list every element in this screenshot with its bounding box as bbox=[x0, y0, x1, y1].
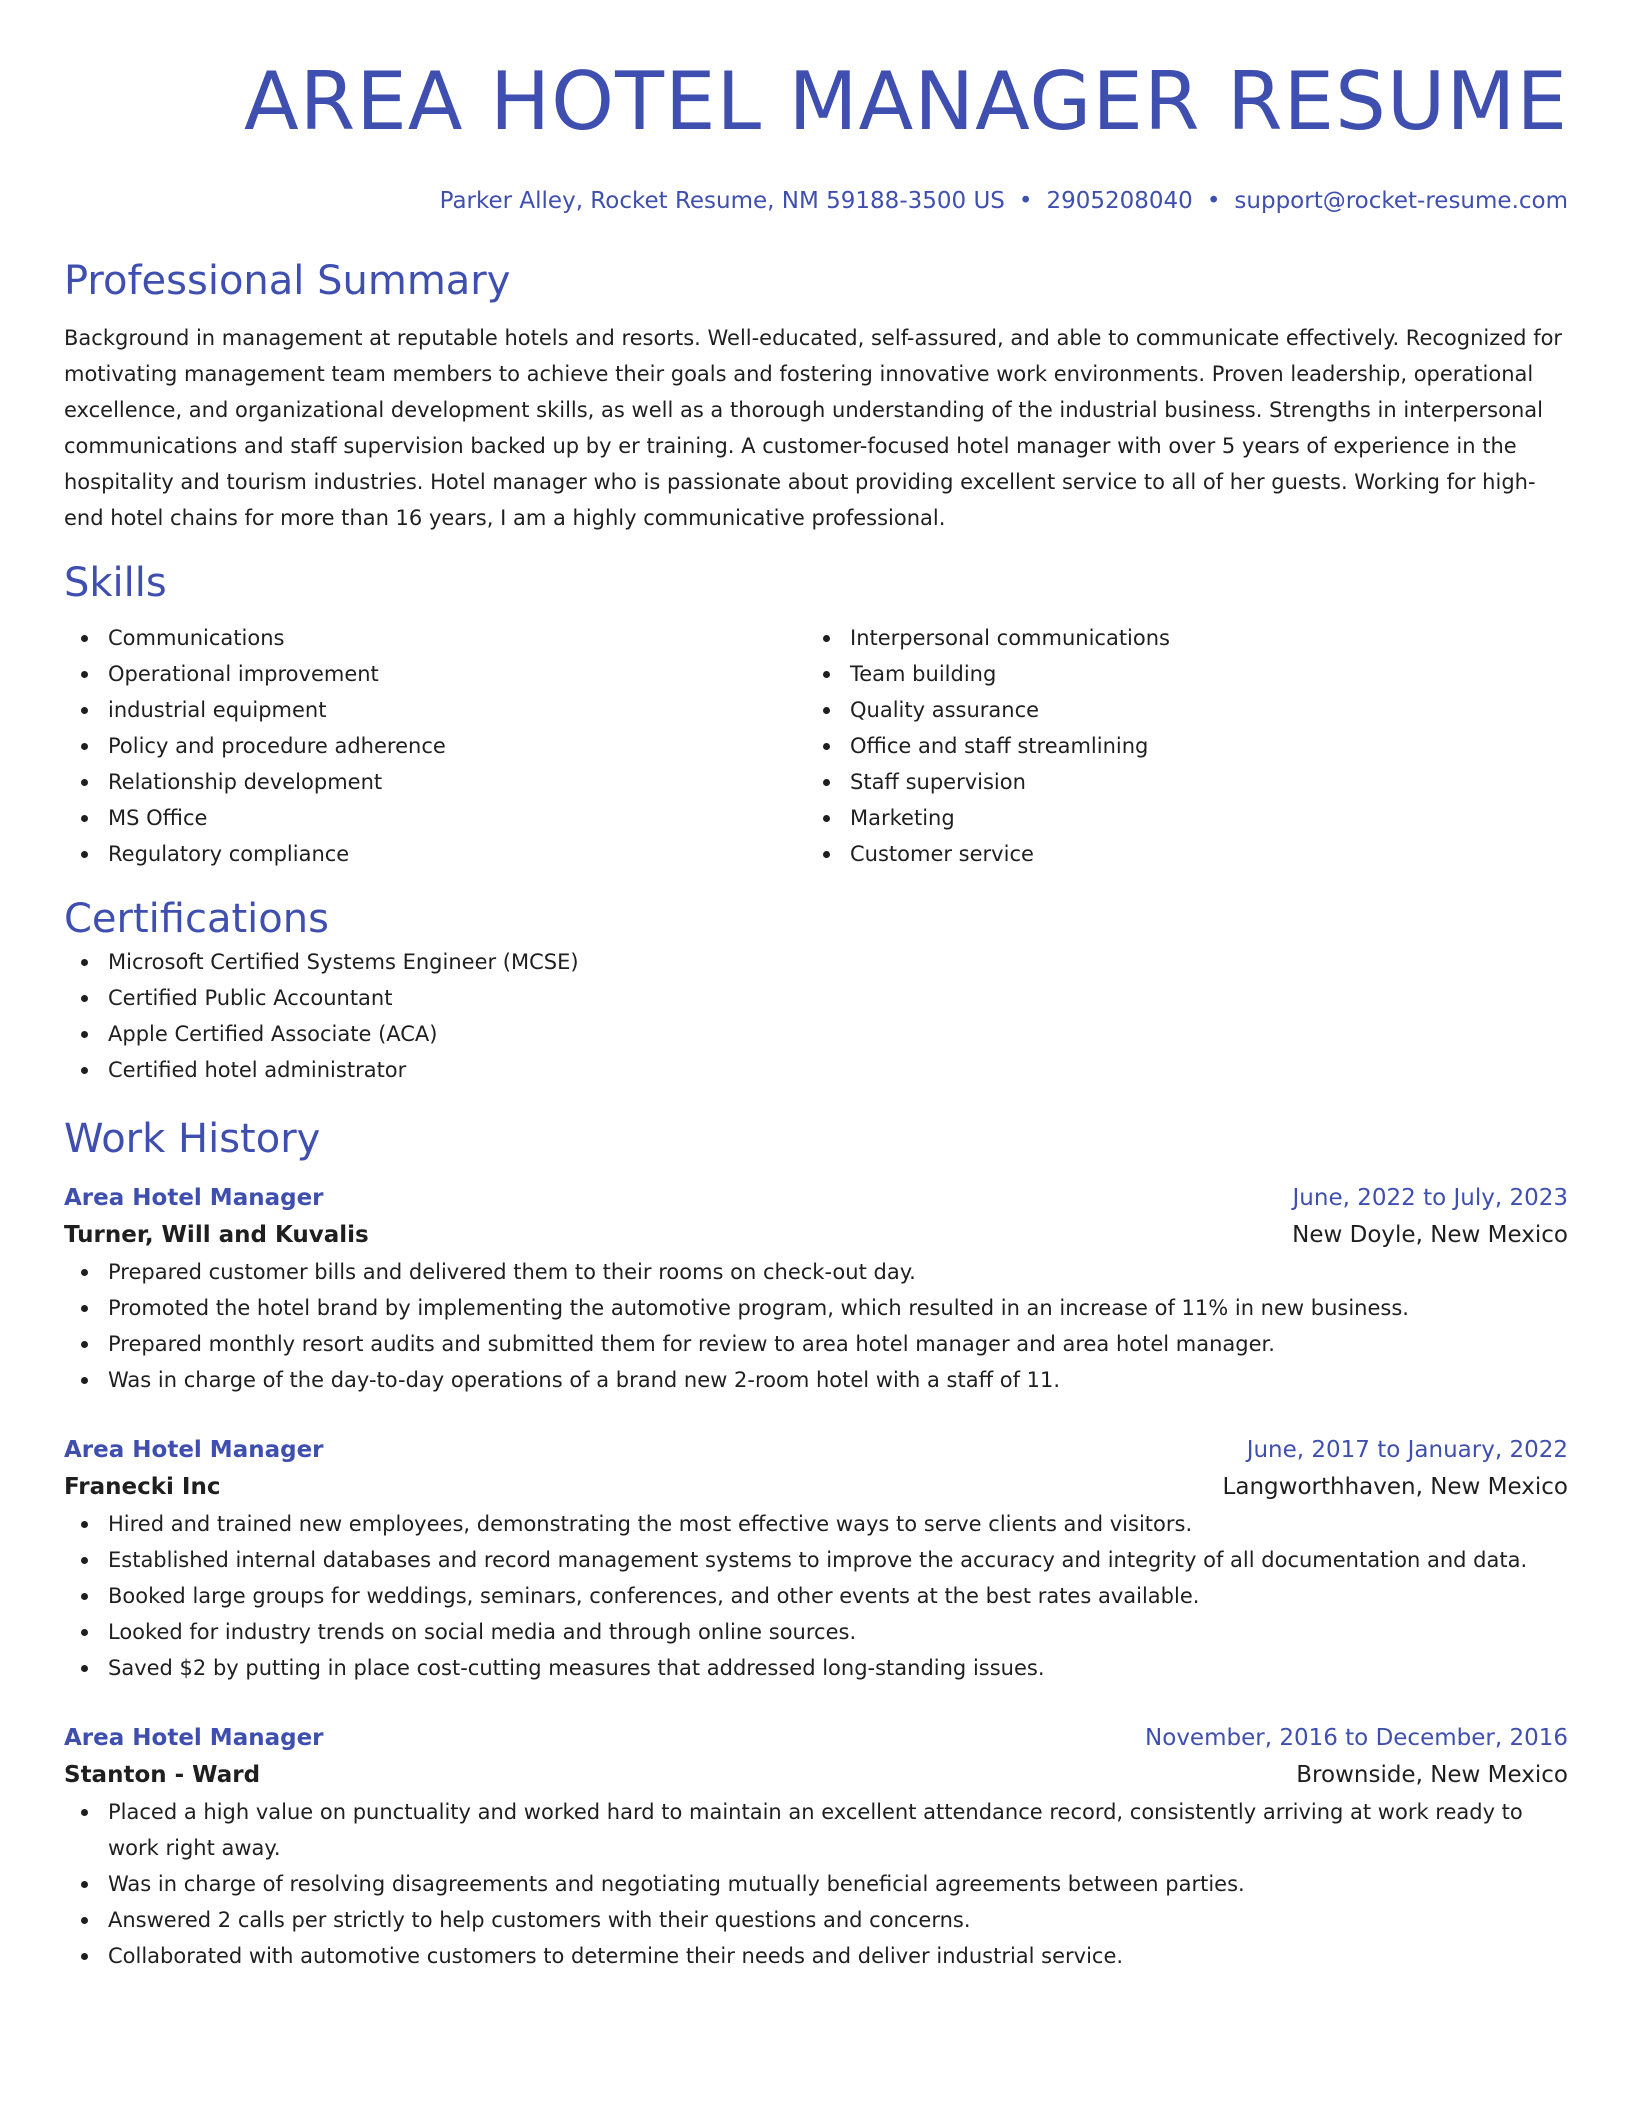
job-duty: Was in charge of the day-to-day operations of a brand new 2-room hotel with a staff of 11. bbox=[64, 1362, 1568, 1398]
contact-address: Parker Alley, Rocket Resume, NM 59188-3500 US bbox=[439, 188, 1005, 214]
job-duty: Was in charge of resolving disagreements and negotiating mutually beneficial agreements between parties. bbox=[64, 1866, 1568, 1902]
job-duties-list bbox=[64, 1506, 1568, 1686]
resume-title: AREA HOTEL MANAGER RESUME bbox=[243, 55, 1568, 148]
skill-item: Office and staff streamlining bbox=[806, 728, 1548, 764]
skill-item: Communications bbox=[64, 620, 806, 656]
job-duty: Placed a high value on punctuality and worked hard to maintain an excellent attendance record, consistently arriving at work ready to work right away. bbox=[64, 1794, 1568, 1866]
job-duty: Booked large groups for weddings, seminars, conferences, and other events at the best rates available. bbox=[64, 1578, 1568, 1614]
skills-list-right bbox=[806, 620, 1548, 872]
job-duty: Established internal databases and record management systems to improve the accuracy and integrity of all documentation and data. bbox=[64, 1542, 1568, 1578]
certifications-list bbox=[64, 944, 1568, 1088]
job-location: Brownside, New Mexico bbox=[1296, 1762, 1568, 1788]
job-location: New Doyle, New Mexico bbox=[1292, 1222, 1568, 1248]
certification-item: Apple Certified Associate (ACA) bbox=[64, 1016, 1568, 1052]
skill-item: Policy and procedure adherence bbox=[64, 728, 806, 764]
job-entry bbox=[64, 1720, 1568, 1974]
certification-item: Certified Public Accountant bbox=[64, 980, 1568, 1016]
job-duties-list bbox=[64, 1254, 1568, 1398]
job-title: Area Hotel Manager bbox=[64, 1725, 324, 1751]
skills-columns bbox=[64, 620, 1568, 872]
job-company: Stanton - Ward bbox=[64, 1762, 261, 1788]
job-title-row bbox=[64, 1432, 1568, 1468]
job-entry bbox=[64, 1432, 1568, 1686]
summary-heading: Professional Summary bbox=[64, 258, 511, 304]
resume-page bbox=[64, 0, 1568, 1974]
certification-item: Microsoft Certified Systems Engineer (MCSE) bbox=[64, 944, 1568, 980]
job-company-row bbox=[64, 1468, 1568, 1506]
skill-item: Relationship development bbox=[64, 764, 806, 800]
job-entry bbox=[64, 1180, 1568, 1398]
job-duty: Hired and trained new employees, demonstrating the most effective ways to serve clients and visitors. bbox=[64, 1506, 1568, 1542]
job-company-row bbox=[64, 1216, 1568, 1254]
skills-list-left bbox=[64, 620, 806, 872]
contact-separator: • bbox=[1206, 188, 1221, 214]
job-duties-list bbox=[64, 1794, 1568, 1974]
job-duty: Promoted the hotel brand by implementing the automotive program, which resulted in an increase of 11% in new business. bbox=[64, 1290, 1568, 1326]
contact-email: support@rocket-resume.com bbox=[1234, 188, 1568, 214]
certification-item: Certified hotel administrator bbox=[64, 1052, 1568, 1088]
certifications-heading: Certifications bbox=[64, 896, 329, 942]
skill-item: Interpersonal communications bbox=[806, 620, 1548, 656]
skill-item: Staff supervision bbox=[806, 764, 1548, 800]
skill-item: Marketing bbox=[806, 800, 1548, 836]
contact-line bbox=[64, 186, 1568, 216]
job-title-row bbox=[64, 1720, 1568, 1756]
summary-text: Background in management at reputable hotels and resorts. Well-educated, self-assured, and able to communicate effectively. Recognized for motivating management team members to achieve their goals and fostering innovative work environments. Proven leadership, operational excellence, and organizational development skills, as well as a thorough understanding of the industrial business. Strengths in interpersonal communications and staff supervision backed up by er training. A customer-focused hotel manager with over 5 years of experience in the hospitality and tourism industries. Hotel manager who is passionate about providing excellent service to all of her guests. Working for high-end hotel chains for more than 16 years, I am a highly communicative professional. bbox=[64, 326, 1563, 530]
job-dates: November, 2016 to December, 2016 bbox=[1145, 1725, 1568, 1751]
job-duty: Collaborated with automotive customers to determine their needs and deliver industrial service. bbox=[64, 1938, 1568, 1974]
job-title: Area Hotel Manager bbox=[64, 1437, 324, 1463]
job-title-row bbox=[64, 1180, 1568, 1216]
job-dates: June, 2017 to January, 2022 bbox=[1246, 1437, 1568, 1463]
skills-heading: Skills bbox=[64, 560, 167, 606]
work-history-heading: Work History bbox=[64, 1116, 321, 1162]
skill-item: Quality assurance bbox=[806, 692, 1548, 728]
job-location: Langworthhaven, New Mexico bbox=[1222, 1474, 1568, 1500]
job-company: Turner, Will and Kuvalis bbox=[64, 1222, 369, 1248]
job-title: Area Hotel Manager bbox=[64, 1185, 324, 1211]
job-duty: Looked for industry trends on social media and through online sources. bbox=[64, 1614, 1568, 1650]
contact-phone: 2905208040 bbox=[1046, 188, 1193, 214]
skill-item: Customer service bbox=[806, 836, 1548, 872]
skill-item: Regulatory compliance bbox=[64, 836, 806, 872]
skill-item: Team building bbox=[806, 656, 1548, 692]
skill-item: Operational improvement bbox=[64, 656, 806, 692]
job-duty: Answered 2 calls per strictly to help customers with their questions and concerns. bbox=[64, 1902, 1568, 1938]
contact-separator: • bbox=[1018, 188, 1033, 214]
job-company: Franecki Inc bbox=[64, 1474, 221, 1500]
job-company-row bbox=[64, 1756, 1568, 1794]
job-dates: June, 2022 to July, 2023 bbox=[1292, 1185, 1568, 1211]
skill-item: MS Office bbox=[64, 800, 806, 836]
job-duty: Prepared customer bills and delivered them to their rooms on check-out day. bbox=[64, 1254, 1568, 1290]
job-duty: Saved $2 by putting in place cost-cutting measures that addressed long-standing issues. bbox=[64, 1650, 1568, 1686]
job-duty: Prepared monthly resort audits and submitted them for review to area hotel manager and area hotel manager. bbox=[64, 1326, 1568, 1362]
skill-item: industrial equipment bbox=[64, 692, 806, 728]
